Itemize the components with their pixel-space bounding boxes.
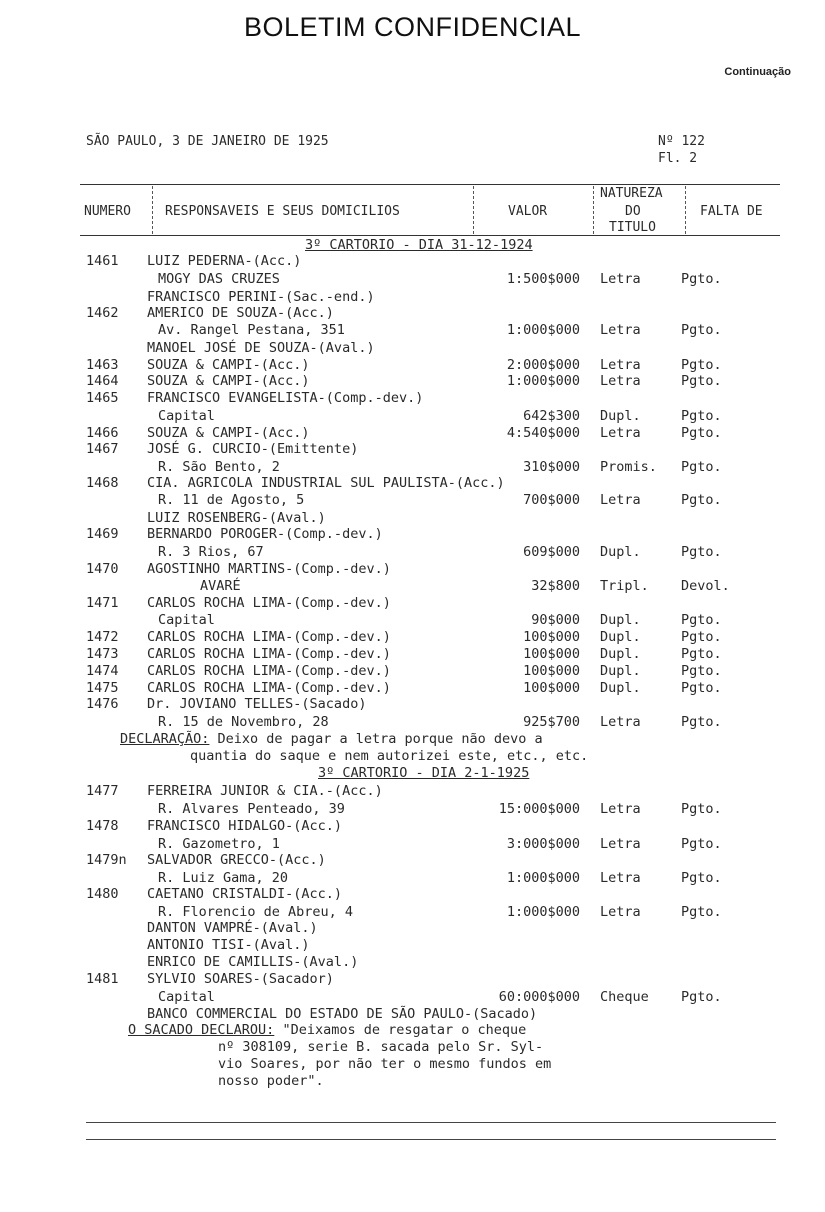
entry-party: AVARÉ (200, 578, 241, 594)
entry-number: 1464 (86, 373, 119, 389)
entry-reason: Pgto. (681, 322, 722, 338)
entry-number: 1469 (86, 526, 119, 542)
entry-party: LUIZ PEDERNA-(Acc.) (147, 253, 302, 269)
entry-party: R. 15 de Novembro, 28 (158, 714, 329, 730)
entry-title-type: Dupl. (600, 544, 641, 560)
entry-party: LUIZ ROSENBERG-(Aval.) (147, 510, 326, 526)
section-heading: 3º CARTORIO - DIA 31-12-1924 (305, 237, 533, 253)
column-header-natureza-do: DO (625, 204, 641, 219)
entry-reason: Pgto. (681, 870, 722, 886)
entry-title-type: Promis. (600, 459, 657, 475)
entry-reason: Pgto. (681, 801, 722, 817)
entry-party: CARLOS ROCHA LIMA-(Comp.-dev.) (147, 663, 391, 679)
column-header-natureza-titulo: TITULO (609, 220, 656, 235)
entry-reason: Pgto. (681, 663, 722, 679)
entry-title-type: Cheque (600, 989, 649, 1005)
declaration-label: O SACADO DECLAROU: (128, 1022, 275, 1038)
entry-party: CAETANO CRISTALDI-(Acc.) (147, 886, 343, 902)
entry-party: ANTONIO TISI-(Aval.) (147, 937, 310, 953)
entry-number: 1480 (86, 886, 119, 902)
entry-number: 1467 (86, 441, 119, 457)
entry-value: 1:000$000 (506, 322, 580, 338)
entry-party: MANOEL JOSÉ DE SOUZA-(Aval.) (147, 340, 375, 356)
entry-value: 100$000 (523, 646, 580, 662)
entry-title-type: Dupl. (600, 663, 641, 679)
entry-number: 1477 (86, 783, 119, 799)
entry-title-type: Letra (600, 322, 641, 338)
entry-reason: Pgto. (681, 629, 722, 645)
entry-party: SALVADOR GRECCO-(Acc.) (147, 852, 326, 868)
entry-title-type: Dupl. (600, 680, 641, 696)
entry-value: 642$300 (523, 408, 580, 424)
entry-party: R. São Bento, 2 (158, 459, 280, 475)
entry-reason: Pgto. (681, 836, 722, 852)
entry-reason: Pgto. (681, 904, 722, 920)
entry-value: 15:000$000 (498, 801, 580, 817)
entry-title-type: Letra (600, 870, 641, 886)
entry-title-type: Letra (600, 425, 641, 441)
declaration-text: vio Soares, por não ter o mesmo fundos em (218, 1056, 552, 1072)
footer-rule-1 (86, 1122, 776, 1123)
entry-reason: Pgto. (681, 459, 722, 475)
entry-party: BERNARDO POROGER-(Comp.-dev.) (147, 526, 383, 542)
entry-party: CARLOS ROCHA LIMA-(Comp.-dev.) (147, 595, 391, 611)
column-divider (152, 186, 153, 234)
entry-number: 1475 (86, 680, 119, 696)
entry-party: Av. Rangel Pestana, 351 (158, 322, 345, 338)
entry-party: R. Alvares Penteado, 39 (158, 801, 345, 817)
declaration-text: nº 308109, serie B. sacada pelo Sr. Syl- (218, 1039, 544, 1055)
entry-party: R. 11 de Agosto, 5 (158, 492, 305, 508)
entry-party: Capital (158, 612, 215, 628)
entry-value: 1:000$000 (506, 373, 580, 389)
entry-party: SYLVIO SOARES-(Sacador) (147, 971, 334, 987)
entry-number: 1478 (86, 818, 119, 834)
entry-value: 100$000 (523, 680, 580, 696)
bulletin-number: Nº 122 (658, 134, 705, 149)
entry-number: 1474 (86, 663, 119, 679)
declaration-text: "Deixamos de resgatar o cheque (274, 1022, 527, 1038)
entry-party: FRANCISCO PERINI-(Sac.-end.) (147, 289, 375, 305)
entry-value: 90$000 (531, 612, 580, 628)
entry-number: 1468 (86, 475, 119, 491)
entry-value: 100$000 (523, 629, 580, 645)
entry-party: BANCO COMMERCIAL DO ESTADO DE SÃO PAULO-(Sacado) (147, 1006, 538, 1022)
entry-value: 32$800 (531, 578, 580, 594)
entry-value: 1:000$000 (506, 870, 580, 886)
entry-title-type: Dupl. (600, 408, 641, 424)
entry-title-type: Letra (600, 357, 641, 373)
entry-value: 1:500$000 (506, 271, 580, 287)
entry-reason: Pgto. (681, 680, 722, 696)
entry-party: Capital (158, 989, 215, 1005)
entry-number: 1463 (86, 357, 119, 373)
entry-number: 1461 (86, 253, 119, 269)
entry-number: 1476 (86, 696, 119, 712)
declaration-note (128, 1022, 526, 1038)
sheet-number: Fl. 2 (658, 151, 698, 166)
entry-party: R. 3 Rios, 67 (158, 544, 264, 560)
entry-value: 4:540$000 (506, 425, 580, 441)
declaration-note (120, 731, 543, 747)
entry-title-type: Letra (600, 492, 641, 508)
entry-party: AGOSTINHO MARTINS-(Comp.-dev.) (147, 561, 391, 577)
entry-party: ENRICO DE CAMILLIS-(Aval.) (147, 954, 359, 970)
entry-reason: Pgto. (681, 544, 722, 560)
continuation-label: Continuação (724, 66, 791, 78)
entry-title-type: Dupl. (600, 646, 641, 662)
entry-party: JOSÉ G. CURCIO-(Emittente) (147, 441, 359, 457)
entry-value: 310$000 (523, 459, 580, 475)
column-divider (473, 186, 474, 234)
entry-number: 1479n (86, 852, 127, 868)
declaration-text: quantia do saque e nem autorizei este, etc., etc. (190, 748, 589, 764)
entry-party: FRANCISCO EVANGELISTA-(Comp.-dev.) (147, 390, 424, 406)
entry-value: 1:000$000 (506, 904, 580, 920)
entry-title-type: Letra (600, 904, 641, 920)
column-divider (685, 186, 686, 234)
entry-number: 1465 (86, 390, 119, 406)
entry-value: 925$700 (523, 714, 580, 730)
entry-reason: Pgto. (681, 646, 722, 662)
declaration-label: DECLARAÇÃO: (120, 731, 210, 747)
entry-reason: Pgto. (681, 612, 722, 628)
entry-title-type: Dupl. (600, 612, 641, 628)
entry-reason: Pgto. (681, 425, 722, 441)
entry-party: R. Florencio de Abreu, 4 (158, 904, 354, 920)
column-header-valor: VALOR (508, 204, 548, 219)
entry-title-type: Letra (600, 801, 641, 817)
entry-number: 1471 (86, 595, 119, 611)
entry-party: FERREIRA JUNIOR & CIA.-(Acc.) (147, 783, 383, 799)
entry-party: SOUZA & CAMPI-(Acc.) (147, 373, 310, 389)
entry-title-type: Letra (600, 271, 641, 287)
entry-party: R. Luiz Gama, 20 (158, 870, 289, 886)
declaration-text: nosso poder". (218, 1073, 324, 1089)
entry-title-type: Letra (600, 714, 641, 730)
column-header-responsaveis: RESPONSAVEIS E SEUS DOMICILIOS (165, 204, 400, 219)
entry-title-type: Tripl. (600, 578, 649, 594)
footer-rule-2 (86, 1139, 776, 1140)
entry-party: Capital (158, 408, 215, 424)
entry-party: SOUZA & CAMPI-(Acc.) (147, 425, 310, 441)
header-top-rule (80, 184, 780, 185)
entry-number: 1470 (86, 561, 119, 577)
entry-reason: Pgto. (681, 989, 722, 1005)
entry-title-type: Letra (600, 373, 641, 389)
entry-number: 1466 (86, 425, 119, 441)
entry-reason: Pgto. (681, 492, 722, 508)
entry-party: CARLOS ROCHA LIMA-(Comp.-dev.) (147, 646, 391, 662)
entry-party: DANTON VAMPRÉ-(Aval.) (147, 920, 318, 936)
entry-number: 1462 (86, 305, 119, 321)
declaration-text: Deixo de pagar a letra porque não devo a (209, 731, 543, 747)
entry-party: FRANCISCO HIDALGO-(Acc.) (147, 818, 343, 834)
entry-reason: Pgto. (681, 357, 722, 373)
column-header-falta: FALTA DE (700, 204, 763, 219)
entry-value: 100$000 (523, 663, 580, 679)
entry-party: MOGY DAS CRUZES (158, 271, 280, 287)
entry-reason: Pgto. (681, 373, 722, 389)
entry-title-type: Dupl. (600, 629, 641, 645)
entry-party: CARLOS ROCHA LIMA-(Comp.-dev.) (147, 629, 391, 645)
entry-value: 60:000$000 (498, 989, 580, 1005)
entry-party: Dr. JOVIANO TELLES-(Sacado) (147, 696, 367, 712)
entry-party: AMERICO DE SOUZA-(Acc.) (147, 305, 334, 321)
header-bottom-rule (80, 235, 780, 236)
entry-party: CARLOS ROCHA LIMA-(Comp.-dev.) (147, 680, 391, 696)
entry-reason: Pgto. (681, 271, 722, 287)
column-divider (593, 186, 594, 234)
entry-title-type: Letra (600, 836, 641, 852)
entry-value: 609$000 (523, 544, 580, 560)
entry-party: R. Gazometro, 1 (158, 836, 280, 852)
entry-number: 1473 (86, 646, 119, 662)
entry-value: 700$000 (523, 492, 580, 508)
entry-reason: Pgto. (681, 408, 722, 424)
column-header-numero: NUMERO (84, 204, 131, 219)
document-title: BOLETIM CONFIDENCIAL (243, 12, 582, 42)
entry-value: 3:000$000 (506, 836, 580, 852)
entry-number: 1472 (86, 629, 119, 645)
entry-number: 1481 (86, 971, 119, 987)
section-heading: 3º CARTORIO - DIA 2-1-1925 (318, 765, 530, 781)
city-date: SÃO PAULO, 3 DE JANEIRO DE 1925 (86, 134, 329, 149)
entry-reason: Pgto. (681, 714, 722, 730)
entry-party: CIA. AGRICOLA INDUSTRIAL SUL PAULISTA-(Acc.) (147, 475, 505, 491)
column-header-natureza: NATUREZA (600, 186, 663, 201)
entry-reason: Devol. (681, 578, 730, 594)
entry-value: 2:000$000 (506, 357, 580, 373)
entry-party: SOUZA & CAMPI-(Acc.) (147, 357, 310, 373)
